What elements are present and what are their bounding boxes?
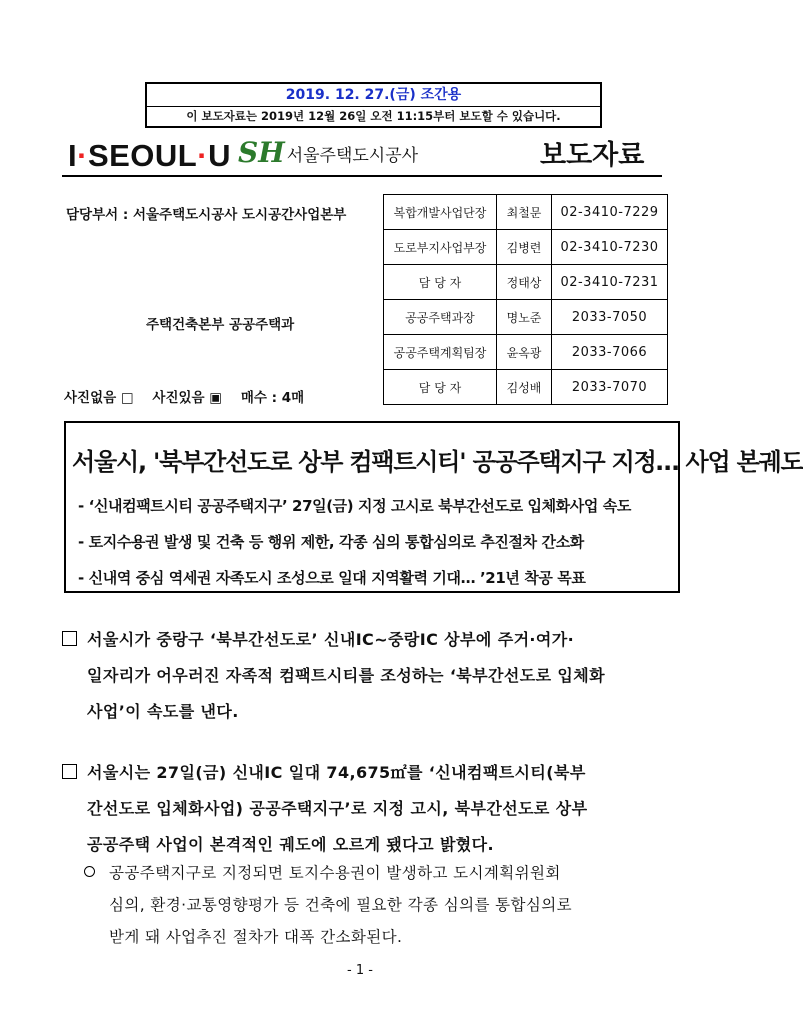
embargo-box — [145, 82, 602, 128]
contact-phone: 2033-7066 — [552, 335, 668, 370]
sh-mark-icon: SH — [238, 136, 285, 169]
contact-name: 윤옥광 — [497, 335, 552, 370]
contact-row — [384, 300, 668, 335]
contact-name: 김성배 — [497, 370, 552, 405]
contact-name: 명노준 — [497, 300, 552, 335]
i-seoul-u-logo — [68, 138, 231, 174]
paragraph-line: 받게 돼 사업추진 절차가 대폭 간소화된다. — [109, 928, 403, 946]
headline-box — [64, 421, 803, 593]
paragraph-line: 공공주택지구로 지정되면 토지수용권이 발생하고 도시계획위원회 — [109, 864, 561, 882]
contact-role: 담 당 자 — [384, 265, 497, 300]
sh-logo — [238, 136, 419, 169]
embargo-notice: 이 보도자료는 2019년 12월 26일 오전 11:15부터 보도할 수 있습니다. — [186, 109, 561, 123]
headline-subpoint: - 신내역 중심 역세권 자족도시 조성으로 일대 지역활력 기대… ’21년 착공 목표 — [78, 569, 586, 587]
logo-u: U — [208, 138, 231, 173]
logo-i: I — [68, 138, 78, 173]
contact-row — [384, 230, 668, 265]
headline-subpoint: - 토지수용권 발생 및 건축 등 행위 제한, 각종 심의 통합심의로 추진절차 간소화 — [78, 533, 584, 551]
contact-role: 복합개발사업단장 — [384, 195, 497, 230]
paragraph-line: 심의, 환경·교통영향평가 등 건축에 필요한 각종 심의를 통합심의로 — [109, 896, 573, 914]
contact-name: 최철문 — [497, 195, 552, 230]
paragraph-line: 공공주택 사업이 본격적인 궤도에 오르게 됐다고 밝혔다. — [87, 835, 494, 854]
sh-name: 서울주택도시공사 — [286, 145, 419, 166]
contact-name: 정태상 — [497, 265, 552, 300]
contact-phone: 2033-7070 — [552, 370, 668, 405]
embargo-date: 2019. 12. 27.(금) 조간용 — [147, 84, 600, 107]
logo-dot: · — [77, 138, 88, 173]
department-label: 담당부서 : 서울주택도시공사 도시공간사업본부 — [66, 207, 347, 223]
paragraph-line: 일자리가 어우러진 자족적 컴팩트시티를 조성하는 ‘북부간선도로 입체화 — [87, 666, 605, 685]
paragraph-line: 서울시가 중랑구 ‘북부간선도로’ 신내IC~중랑IC 상부에 주거·여가· — [87, 630, 575, 649]
headline-subpoint: - ‘신내컴팩트시티 공공주택지구’ 27일(금) 지정 고시로 북부간선도로 입체화사업 속도 — [78, 497, 631, 515]
header-divider — [62, 175, 662, 177]
doc-title: 보도자료 — [540, 140, 645, 171]
logo-seoul-word: SEOUL — [87, 138, 198, 173]
logo-dot-2: · — [197, 138, 209, 173]
contacts-table — [383, 194, 668, 405]
contact-role: 공공주택계획팀장 — [384, 335, 497, 370]
contact-role: 공공주택과장 — [384, 300, 497, 335]
contact-phone: 02-3410-7229 — [552, 195, 668, 230]
contact-phone: 02-3410-7230 — [552, 230, 668, 265]
paragraph-line: 사업’이 속도를 낸다. — [87, 702, 239, 721]
contact-role: 도로부지사업부장 — [384, 230, 497, 265]
square-bullet-icon — [62, 764, 77, 779]
contact-phone: 2033-7050 — [552, 300, 668, 335]
contact-row — [384, 195, 668, 230]
paragraph-line: 서울시는 27일(금) 신내IC 일대 74,675㎡를 ‘신내컴팩트시티(북부 — [87, 763, 586, 782]
photo-count-line: 사진없음 □ 사진있음 ▣ 매수 : 4매 — [64, 390, 305, 406]
sub-department: 주택건축본부 공공주택과 — [146, 317, 295, 333]
circle-bullet-icon — [84, 866, 95, 877]
contact-role: 담 당 자 — [384, 370, 497, 405]
contact-name: 김병련 — [497, 230, 552, 265]
contact-row — [384, 335, 668, 370]
contact-row — [384, 265, 668, 300]
paragraph-line: 간선도로 입체화사업) 공공주택지구’로 지정 고시, 북부간선도로 상부 — [87, 799, 588, 818]
contact-phone: 02-3410-7231 — [552, 265, 668, 300]
contact-row — [384, 370, 668, 405]
square-bullet-icon — [62, 631, 77, 646]
page-number: - 1 - — [347, 963, 373, 978]
headline-title: 서울시, '북부간선도로 상부 컴팩트시티' 공공주택지구 지정… 사업 본궤도 — [72, 448, 803, 476]
